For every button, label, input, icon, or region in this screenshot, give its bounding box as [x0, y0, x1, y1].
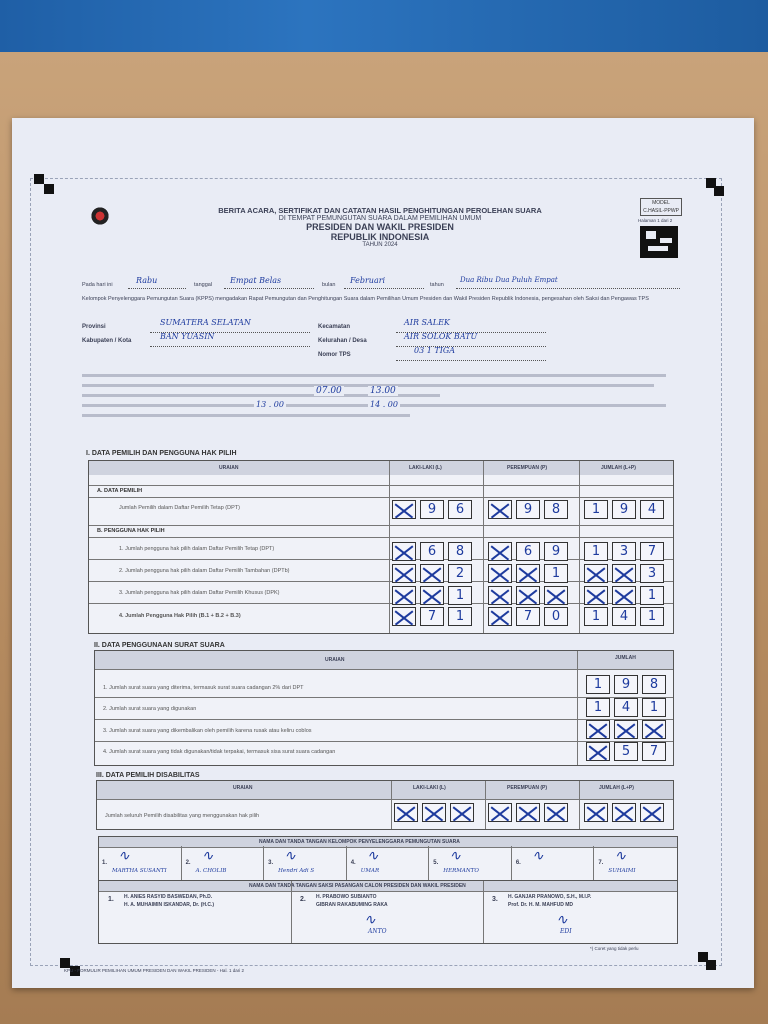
crossed-box: [584, 803, 608, 822]
kpps-number: 2.: [185, 860, 191, 866]
s1-divider-1: [389, 461, 390, 633]
digit-box: 1: [586, 698, 610, 717]
digit-box: 6: [516, 542, 540, 561]
s3-laki-boxes: [394, 803, 474, 822]
qr-code-icon: [640, 226, 678, 258]
s1-row-b4: 4. Jumlah Pengguna Hak Pilih (B.1 + B.2 + B.3): [119, 613, 241, 619]
digit-box: 3: [640, 564, 664, 583]
crossed-box: [642, 720, 666, 739]
crossed-box: [586, 742, 610, 761]
s3-col-j: JUMLAH (L+P): [599, 785, 634, 791]
s3-col-l: LAKI-LAKI (L): [413, 785, 446, 791]
sheet-info: Halaman 1 dari 2: [638, 218, 673, 223]
digit-box: 4: [612, 607, 636, 626]
crossed-box: [612, 803, 636, 822]
digit-box: 1: [640, 607, 664, 626]
s2-row-2: 2. Jumlah surat suara yang digunakan: [103, 706, 197, 712]
tps-line: [396, 360, 546, 361]
saksi-candidate-president: H. PRABOWO SUBIANTO: [316, 894, 377, 900]
crossed-box: [612, 586, 636, 605]
time-end: 13.00: [370, 386, 396, 396]
s3-row-1: Jumlah seluruh Pemilih disabilitas yang menggunakan hak pilih: [105, 813, 260, 819]
kabupaten-line: [150, 346, 310, 347]
crossed-box: [394, 803, 418, 822]
kpps-number: 3.: [268, 860, 274, 866]
kpps-name: A. CHOLIB: [195, 868, 227, 874]
b4-perempuan-boxes: [488, 607, 568, 626]
s2-header-row: [95, 651, 673, 669]
kpps-number: 6.: [515, 860, 521, 866]
crossed-box: [640, 803, 664, 822]
b4-laki-boxes: [392, 607, 472, 626]
corner-marker-top-left: [34, 174, 44, 184]
title-line-4: REPUBLIK INDONESIA: [330, 232, 430, 242]
saksi-signature-cell: [482, 890, 674, 942]
s1-row-b1: 1. Jumlah pengguna hak pilih dalam Daftar Pemilih Tetap (DPT): [119, 546, 275, 552]
s3-divider-1: [391, 781, 392, 829]
crossed-box: [614, 720, 638, 739]
crossed-box: [488, 542, 512, 561]
saksi-number: 3.: [492, 896, 498, 903]
provinsi-label: Provinsi: [82, 324, 106, 330]
footer-left: KPU - FORMULIR PEMILIHAN UMUM PRESIDEN DAN WAKIL PRESIDEN - Hal. 1 dari 2: [64, 968, 244, 973]
digit-box: 3: [612, 542, 636, 561]
kelurahan-value: AIR SOLOK BATU: [404, 332, 478, 341]
s1-row-sep-2: [89, 497, 673, 498]
footer-right: *) Coret yang tidak perlu: [590, 946, 639, 951]
b2-jumlah-boxes: [584, 564, 664, 583]
s1-row-sep-3: [89, 525, 673, 526]
tps-value: 03 1 TIGA: [414, 346, 456, 355]
crossed-box: [584, 564, 608, 583]
digit-box: 4: [614, 698, 638, 717]
count-start: 13 . 00: [256, 400, 284, 409]
digit-box: 6: [448, 500, 472, 519]
saksi-candidate-president: H. GANJAR PRANOWO, S.H., M.I.P.: [508, 894, 592, 900]
digit-box: 9: [612, 500, 636, 519]
b1-jumlah-boxes: [584, 542, 664, 561]
crossed-box: [586, 720, 610, 739]
s1-row-a1: Jumlah Pemilih dalam Daftar Pemilih Tetap (DPT): [119, 505, 240, 511]
form-title: [150, 206, 610, 248]
hari-line: [128, 288, 186, 289]
b2-perempuan-boxes: [488, 564, 568, 583]
s2-r1-boxes: [586, 675, 666, 694]
digit-box: 1: [642, 698, 666, 717]
bulan-label: bulan: [322, 282, 336, 288]
digit-box: 9: [614, 675, 638, 694]
saksi-candidate-vice: GIBRAN RAKABUMING RAKA: [316, 902, 388, 908]
digit-box: 1: [544, 564, 568, 583]
kelurahan-label: Kelurahan / Desa: [318, 338, 367, 344]
a1-laki-boxes: [392, 500, 472, 519]
digit-box: 6: [420, 542, 444, 561]
crossed-box: [392, 542, 416, 561]
b2-laki-boxes: [392, 564, 472, 583]
s3-col-p: PEREMPUAN (P): [507, 785, 548, 791]
kpps-name: MARTHA SUSANTI: [112, 868, 167, 874]
crossed-box: [392, 564, 416, 583]
crossed-box: [420, 564, 444, 583]
digit-box: 1: [448, 586, 472, 605]
kabupaten-label: Kabupaten / Kota: [82, 338, 132, 344]
s2-row-1: 1. Jumlah surat suara yang diterima, termasuk surat suara cadangan 2% dari DPT: [103, 685, 304, 691]
s2-row-4: 4. Jumlah surat suara yang tidak digunakan/tidak terpakai, termasuk sisa surat suara cadangan: [103, 749, 336, 755]
s1-divider-3: [579, 461, 580, 633]
saksi-number: 1.: [108, 896, 114, 903]
digit-box: 9: [420, 500, 444, 519]
saksi-candidate-vice: H. A. MUHAIMIN ISKANDAR, Dr. (H.C.): [124, 902, 215, 908]
kpps-signature-cell: [98, 846, 181, 880]
digit-box: 1: [584, 542, 608, 561]
b1-laki-boxes: [392, 542, 472, 561]
corner-marker-bottom-left: [60, 958, 70, 968]
kpps-number: 7.: [598, 860, 604, 866]
digit-box: 7: [516, 607, 540, 626]
saksi-signature-scribble-icon: ∿: [556, 912, 568, 928]
kecamatan-value: AIR SALEK: [404, 318, 450, 327]
s1-sub-b: B. PENGGUNA HAK PILIH: [97, 528, 165, 534]
kpps-number: 5.: [433, 860, 439, 866]
crossed-box: [392, 607, 416, 626]
title-line-3: PRESIDEN DAN WAKIL PRESIDEN: [306, 222, 454, 232]
b4-jumlah-boxes: [584, 607, 664, 626]
s3-divider-2: [485, 781, 486, 829]
crossed-box: [422, 803, 446, 822]
s1-row-b3: 3. Jumlah pengguna hak pilih dalam Daftar Pemilih Khusus (DPK): [119, 590, 280, 596]
title-line-2: DI TEMPAT PEMUNGUTAN SUARA DALAM PEMILIHAN UMUM: [278, 215, 482, 222]
kpps-name: UMAR: [360, 868, 380, 874]
saksi-sign-name: EDI: [560, 928, 572, 935]
intro-text: Kelompok Penyelenggara Pemungutan Suara (KPPS) mengadakan Rapat Pemungutan dan Penghitungan Suara dalam Pemilihan Umum Presiden dan Wakil Presiden Republik Indonesia, pengesahan oleh Saksi dan Pengawas TPS: [82, 296, 649, 302]
s2-col-uraian: URAIAN: [325, 657, 345, 663]
section1-title: I. DATA PEMILIH DAN PENGGUNA HAK PILIH: [86, 450, 237, 457]
kpps-signature-scribble-icon: ∿: [118, 848, 130, 864]
kpps-signature-scribble-icon: ∿: [366, 848, 379, 864]
tahun-value: Dua Ribu Dua Puluh Empat: [460, 276, 558, 284]
crossed-box: [516, 586, 540, 605]
crossed-box: [392, 586, 416, 605]
s3-divider-3: [579, 781, 580, 829]
s2-row-sep-1: [95, 669, 673, 670]
a1-perempuan-boxes: [488, 500, 568, 519]
saksi-candidate-vice: Prof. Dr. H. M. MAHFUD MD: [508, 902, 573, 908]
s3-perempuan-boxes: [488, 803, 568, 822]
crossed-box: [488, 586, 512, 605]
digit-box: 2: [448, 564, 472, 583]
b3-perempuan-boxes: [488, 586, 568, 605]
kpps-title: NAMA DAN TANDA TANGAN KELOMPOK PENYELENGGARA PEMUNGUTAN SUARA: [259, 839, 460, 845]
b1-perempuan-boxes: [488, 542, 568, 561]
s3-header-row: [97, 781, 673, 799]
saksi-candidate-president: H. ANIES RASYID BASWEDAN, Ph.D.: [124, 894, 213, 900]
crossed-box: [544, 586, 568, 605]
kpps-signature-cell: [511, 846, 595, 880]
s2-r3-boxes: [586, 720, 666, 739]
digit-box: 8: [544, 500, 568, 519]
tanggal-line: [224, 288, 314, 289]
kecamatan-label: Kecamatan: [318, 324, 351, 330]
saksi-title: NAMA DAN TANDA TANGAN SAKSI PASANGAN CALON PRESIDEN DAN WAKIL PRESIDEN: [249, 883, 466, 889]
s1-sub-a: A. DATA PEMILIH: [97, 488, 143, 494]
crossed-box: [488, 607, 512, 626]
title-line-5: TAHUN 2024: [362, 242, 398, 248]
hari-label: Pada hari ini: [82, 282, 113, 288]
crossed-box: [584, 586, 608, 605]
saksi-number: 2.: [300, 896, 306, 903]
crossed-box: [516, 564, 540, 583]
digit-box: 1: [640, 586, 664, 605]
digit-box: 7: [420, 607, 444, 626]
saksi-sign-name: ANTO: [368, 928, 387, 935]
time-start: 07.00: [316, 386, 342, 396]
tps-label: Nomor TPS: [318, 352, 351, 358]
s1-col-uraian: URAIAN: [219, 465, 239, 471]
digit-box: 0: [544, 607, 568, 626]
s1-row-b2: 2. Jumlah pengguna hak pilih dalam Daftar Pemilih Tambahan (DPTb): [119, 568, 290, 574]
tahun-label: tahun: [430, 282, 444, 288]
hari-value: Rabu: [136, 276, 158, 285]
provinsi-value: SUMATERA SELATAN: [160, 318, 251, 327]
digit-box: 5: [614, 742, 638, 761]
digit-box: 4: [640, 500, 664, 519]
crossed-box: [450, 803, 474, 822]
s3-col-uraian: URAIAN: [233, 785, 253, 791]
crossed-box: [488, 803, 512, 822]
s3-jumlah-boxes: [584, 803, 664, 822]
s1-row-sep-4: [89, 537, 673, 538]
kpps-signature-cell: [428, 846, 512, 880]
tanggal-value: Empat Belas: [230, 276, 282, 285]
crossed-box: [516, 803, 540, 822]
digit-box: 1: [584, 500, 608, 519]
s2-col-j: JUMLAH: [615, 655, 636, 661]
digit-box: 7: [640, 542, 664, 561]
kpps-signature-scribble-icon: ∿: [449, 848, 462, 864]
bulan-line: [344, 288, 424, 289]
kabupaten-value: BAN YUASIN: [160, 332, 215, 341]
kpps-signature-cell: [593, 846, 677, 880]
kpps-number: 4.: [350, 860, 356, 866]
corner-marker-top-right-inner: [714, 186, 724, 196]
digit-box: 8: [448, 542, 472, 561]
s2-row-3: 3. Jumlah surat suara yang dikembalikan oleh pemilih karena rusak atau keliru coblos: [103, 728, 312, 734]
kpps-name: Hendri Adi S: [278, 868, 315, 874]
tanggal-label: tanggal: [194, 282, 213, 288]
title-line-1: BERITA ACARA, SERTIFIKAT DAN CATATAN HASIL PENGHITUNGAN PEROLEHAN SUARA: [218, 206, 542, 215]
count-end: 14 . 00: [370, 400, 398, 409]
corner-marker-top-left-inner: [44, 184, 54, 194]
s2-r4-boxes: [586, 742, 666, 761]
kpps-signature-scribble-icon: ∿: [531, 848, 544, 864]
kpps-number: 1.: [102, 860, 108, 866]
s1-col-j: JUMLAH (L+P): [601, 465, 636, 471]
kpu-logo-icon: [90, 206, 110, 226]
form-code-box: [640, 198, 682, 216]
crossed-box: [488, 500, 512, 519]
section2-title: II. DATA PENGGUNAAN SURAT SUARA: [94, 642, 225, 649]
kpps-name: HERMANTO: [443, 868, 479, 874]
kpps-signature-cell: [181, 846, 265, 880]
corner-marker-bottom-right-inner: [706, 960, 716, 970]
b3-jumlah-boxes: [584, 586, 664, 605]
digit-box: 1: [584, 607, 608, 626]
s1-col-l: LAKI-LAKI (L): [409, 465, 442, 471]
s1-col-p: PEREMPUAN (P): [507, 465, 548, 471]
s1-row-sep-1: [89, 485, 673, 486]
digit-box: 9: [516, 500, 540, 519]
section1-header-row: [89, 461, 673, 475]
form-code: MODEL C.HASIL-PPWP: [643, 200, 679, 214]
crossed-box: [488, 564, 512, 583]
saksi-signature-cell: [290, 890, 482, 942]
saksi-signature-scribble-icon: ∿: [364, 912, 376, 928]
a1-jumlah-boxes: [584, 500, 664, 519]
s2-r2-boxes: [586, 698, 666, 717]
digit-box: 1: [448, 607, 472, 626]
crossed-box: [544, 803, 568, 822]
bulan-value: Februari: [350, 276, 386, 285]
b3-laki-boxes: [392, 586, 472, 605]
saksi-signature-cell: [98, 890, 290, 942]
digit-box: 8: [642, 675, 666, 694]
crossed-box: [420, 586, 444, 605]
s3-row-sep: [97, 799, 673, 800]
kpps-signature-scribble-icon: ∿: [284, 848, 296, 864]
procedure-paragraph: [82, 368, 678, 424]
kpps-signature-cell: [263, 846, 347, 880]
s1-divider-2: [483, 461, 484, 633]
kpps-signature-cell: [346, 846, 430, 880]
tahun-line: [456, 288, 680, 289]
crossed-box: [392, 500, 416, 519]
crossed-box: [612, 564, 636, 583]
digit-box: 9: [544, 542, 568, 561]
digit-box: 7: [642, 742, 666, 761]
section3-title: III. DATA PEMILIH DISABILITAS: [96, 772, 200, 779]
kpps-signature-scribble-icon: ∿: [201, 848, 214, 864]
digit-box: 1: [586, 675, 610, 694]
kpps-signature-scribble-icon: ∿: [614, 848, 627, 864]
kpps-name: SUHAIMI: [608, 868, 636, 874]
